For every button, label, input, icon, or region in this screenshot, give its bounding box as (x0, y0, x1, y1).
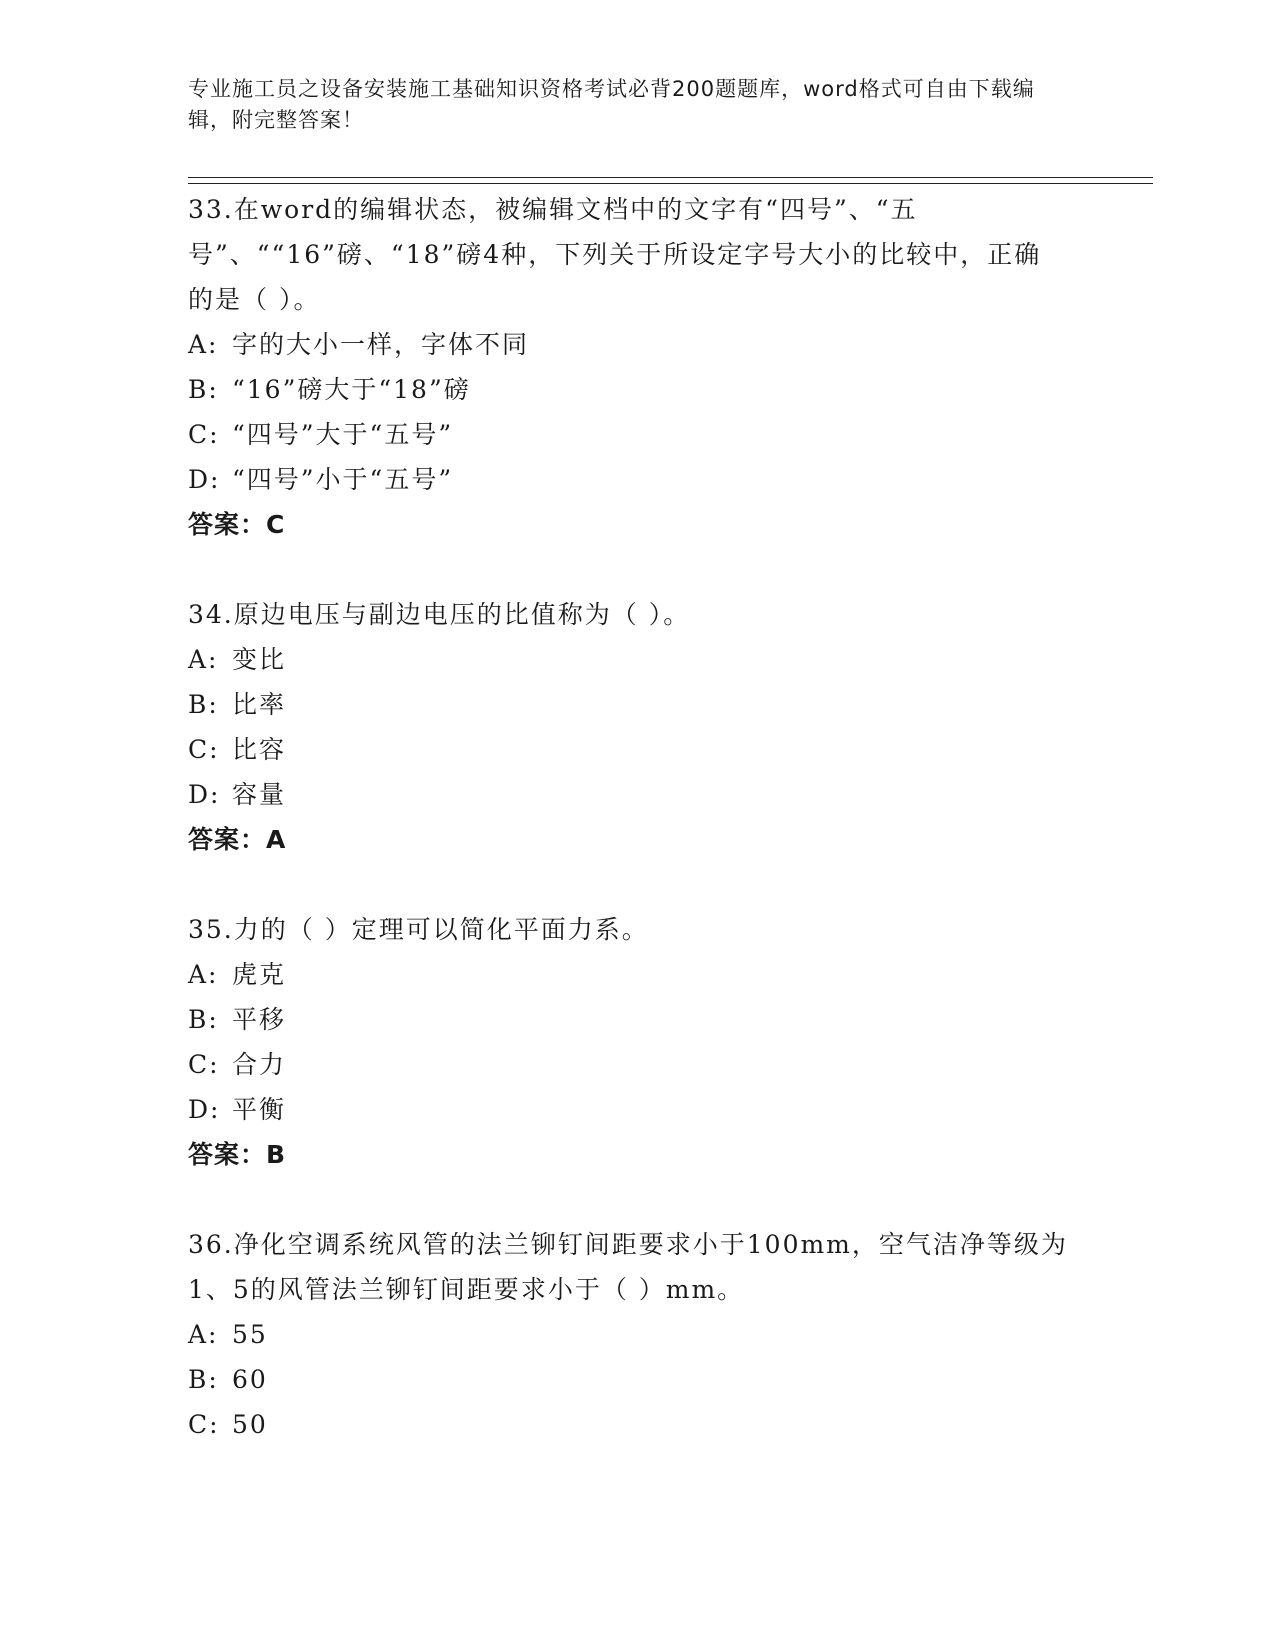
option-label: A: (188, 330, 219, 359)
question-text: 35.力的（ ）定理可以简化平面力系。 (188, 915, 649, 944)
option-b (188, 997, 1068, 1042)
option-b (188, 1357, 1068, 1402)
option-label: D: (188, 465, 221, 494)
option-text: 容量 (232, 780, 287, 809)
document-header: 专业施工员之设备安装施工基础知识资格考试必背200题题库，word格式可自由下载编辑，附完整答案！ (188, 77, 1035, 132)
question-36 (188, 1222, 1068, 1447)
option-text: 比容 (232, 735, 287, 764)
question-text: 34.原边电压与副边电压的比值称为（ ）。 (188, 600, 691, 629)
option-label: D: (188, 1095, 221, 1124)
option-text: 合力 (232, 1050, 287, 1079)
option-label: B: (188, 690, 219, 719)
option-label: C: (188, 735, 220, 764)
option-a (188, 322, 1068, 367)
answer-line: 答案：A (188, 825, 287, 854)
option-label: B: (188, 1005, 219, 1034)
question-33 (188, 187, 1068, 547)
option-text: 平衡 (232, 1095, 287, 1124)
option-text: 虎克 (232, 960, 287, 989)
option-label: C: (188, 420, 220, 449)
option-label: D: (188, 780, 221, 809)
option-label: A: (188, 960, 219, 989)
option-text: “四号”小于“五号” (232, 465, 454, 494)
option-a (188, 1312, 1068, 1357)
option-label: A: (188, 1320, 219, 1349)
question-34 (188, 592, 1068, 862)
option-text: 60 (232, 1365, 268, 1394)
option-a (188, 952, 1068, 997)
question-text: 33.在word的编辑状态，被编辑文档中的文字有“四号”、“五号”、““16”磅、“18”磅4种，下列关于所设定字号大小的比较中，正确的是（ ）。 (188, 195, 1042, 314)
option-c (188, 412, 1068, 457)
option-text: 字的大小一样，字体不同 (232, 330, 530, 359)
option-c (188, 1042, 1068, 1087)
option-label: C: (188, 1050, 220, 1079)
option-c (188, 727, 1068, 772)
option-text: 50 (232, 1410, 268, 1439)
option-label: C: (188, 1410, 220, 1439)
option-text: “四号”大于“五号” (232, 420, 454, 449)
question-35 (188, 907, 1068, 1177)
answer-line: 答案：B (188, 1140, 287, 1169)
option-d (188, 772, 1068, 817)
option-label: A: (188, 645, 219, 674)
question-list (188, 187, 1068, 1492)
option-c (188, 1402, 1068, 1447)
header-rule-bottom (188, 183, 1153, 184)
option-text: “16”磅大于“18”磅 (232, 375, 471, 404)
header-rule-top (188, 177, 1153, 178)
option-d (188, 1087, 1068, 1132)
answer-line: 答案：C (188, 510, 286, 539)
option-label: B: (188, 375, 219, 404)
option-text: 变比 (232, 645, 287, 674)
option-label: B: (188, 1365, 219, 1394)
option-text: 比率 (232, 690, 287, 719)
question-text: 36.净化空调系统风管的法兰铆钉间距要求小于100mm，空气洁净等级为1、5的风管法兰铆钉间距要求小于（ ）mm。 (188, 1230, 1068, 1304)
option-text: 平移 (232, 1005, 287, 1034)
option-b (188, 367, 1068, 412)
option-d (188, 457, 1068, 502)
option-a (188, 637, 1068, 682)
option-b (188, 682, 1068, 727)
option-text: 55 (232, 1320, 268, 1349)
